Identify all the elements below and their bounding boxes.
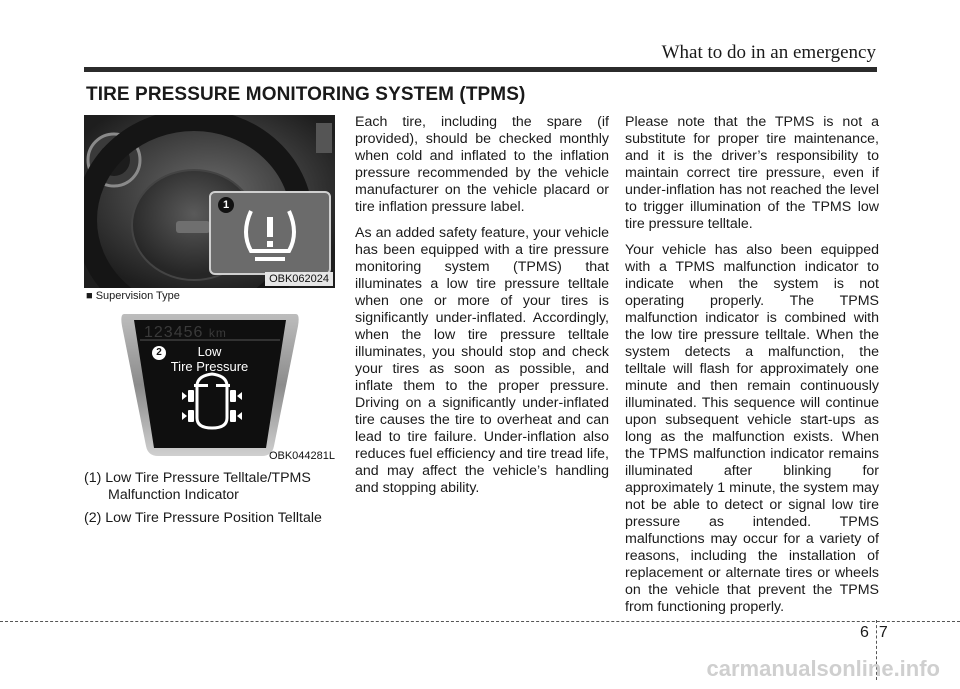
- odometer-unit: km: [208, 326, 227, 340]
- square-bullet-icon: ■: [86, 290, 93, 302]
- cluster-display-figure: [84, 306, 335, 462]
- paragraph: Please note that the TPMS is not a substitute for proper tire maintenance, and it is the driver’s responsibility to maintain correct tire pressure, even if under-inflation has not reached the level to trigger illumination of the TPMS low tire pressure telltale.: [625, 114, 879, 232]
- page-number-value: 7: [878, 624, 888, 641]
- callout-2: 2: [152, 346, 166, 360]
- paragraph: Each tire, including the spare (if provided), should be checked monthly when cold and inflated to the inflation pressure recommended by the vehicle manufacturer on the vehicle placard or tire inflation pressure label.: [355, 114, 609, 215]
- supervision-caption-text: Supervision Type: [95, 290, 180, 302]
- watermark: carmanualsonline.info: [706, 656, 940, 681]
- chapter-number: 6: [860, 624, 869, 641]
- supervision-caption: [86, 290, 180, 302]
- callout-1: 1: [218, 197, 234, 213]
- figure2-code: OBK044281L: [268, 450, 335, 462]
- paragraph: As an added safety feature, your vehicle has been equipped with a tire pressure monitoring system (TPMS) that illuminates a low tire pressure telltale when one or more of your tires is significantly under-inflated. Accordingly, when the low tire pressure telltale illuminates, you should stop and check your tires as soon as possible, and inflate them to the proper pressure. Driving on a significantly under-inflated tire causes the tire to overheat and can lead to tire failure. Under-inflation also reduces fuel efficiency and tire tread life, and may affect the vehicle’s handling and stopping ability.: [355, 225, 609, 496]
- odometer-digits: 123456: [144, 324, 204, 341]
- body-column-2: [355, 114, 609, 506]
- legend-item-2: (2) Low Tire Pressure Position Telltale: [84, 510, 322, 526]
- page-number: [860, 624, 888, 642]
- paragraph: Your vehicle has also been equipped with a TPMS malfunction indicator to indicate when the system is not operating properly. The TPMS malfunction indicator is combined with the low tire pressure telltale. When the system detects a malfunction, the telltale will flash for approximately one minute and then remain continuously illuminated. This sequence will continue upon subsequent vehicle start-ups as long as the malfunction exists. When the TPMS malfunction indicator remains illuminated after blinking for approximately 1 minute, the system may not be able to detect or signal low tire pressure as intended. TPMS malfunctions may occur for a variety of reasons, including the installation of replacement or alternate tires or wheels on the vehicle that prevent the TPMS from functioning properly.: [625, 242, 879, 615]
- body-column-3: [625, 114, 879, 625]
- header-rule: [84, 67, 877, 72]
- odometer-value: [144, 324, 227, 342]
- steering-wheel-photo: [84, 115, 335, 288]
- display-message-line1: Low: [197, 344, 222, 359]
- chapter-title: What to do in an emergency: [661, 42, 876, 63]
- display-message: [84, 344, 335, 374]
- figure-code: OBK062024: [265, 272, 333, 286]
- footer-rule: [0, 621, 960, 622]
- display-message-line2: Tire Pressure: [170, 359, 249, 374]
- section-title: TIRE PRESSURE MONITORING SYSTEM (TPMS): [86, 84, 526, 105]
- legend-item-1: (1) Low Tire Pressure Telltale/TPMS Malfunction Indicator: [84, 470, 311, 503]
- legend-list: [84, 470, 338, 533]
